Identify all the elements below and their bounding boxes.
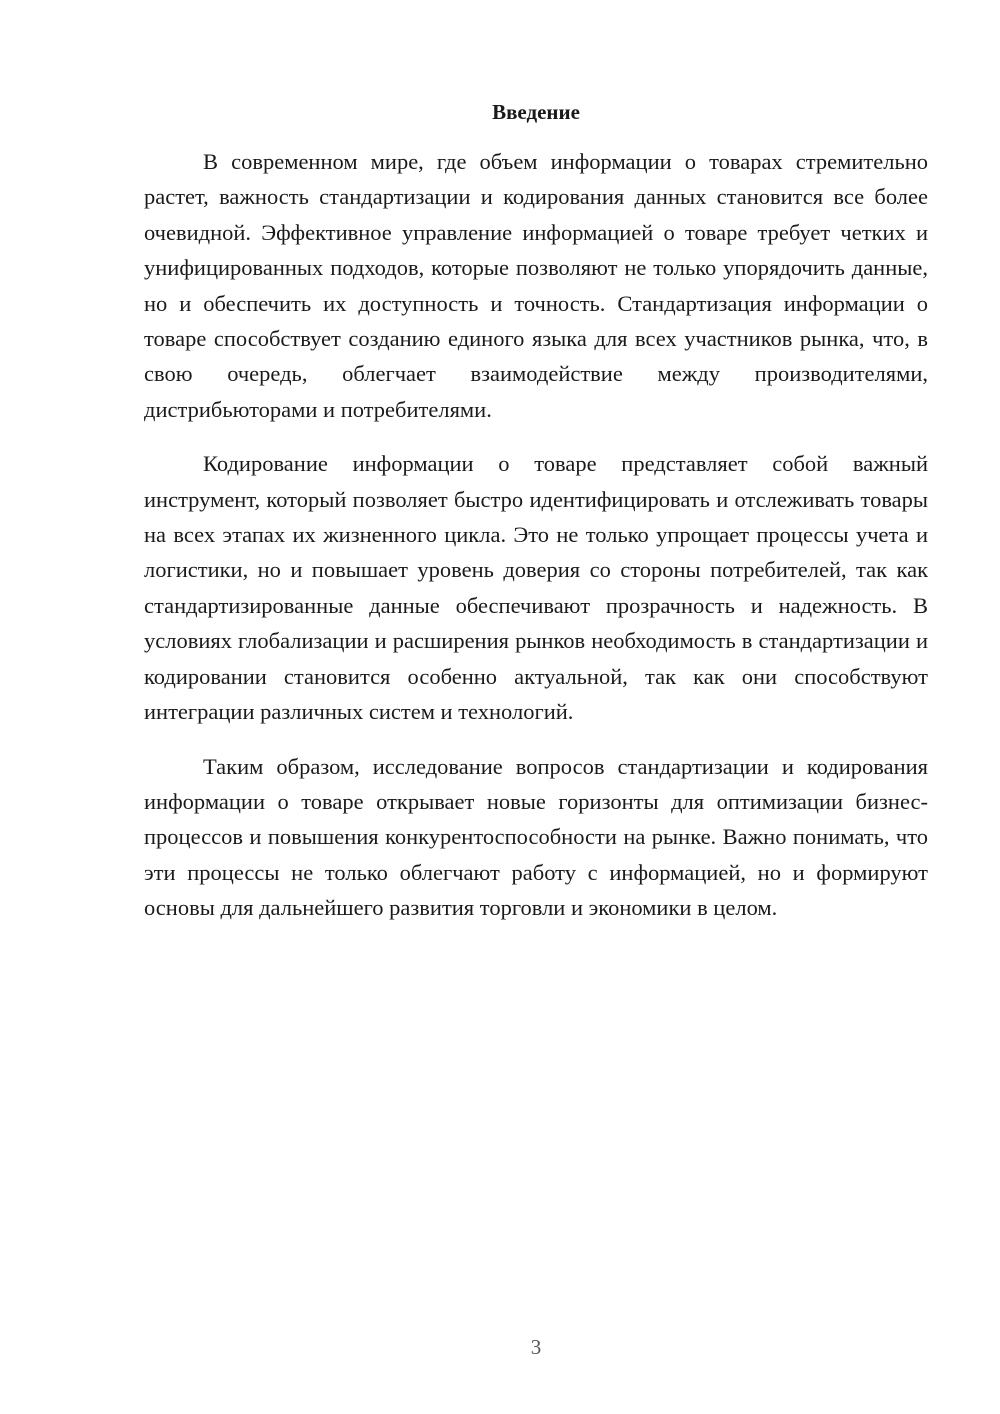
paragraph-2: Кодирование информации о товаре представляет собой важный инструмент, который позволяет быстро идентифицировать и отслеживать товары на всех этапах их жизненного цикла. Это не только упрощает процессы учета и логистики, но и повышает уровень доверия со стороны потребителей, так как стандартизированные данные обеспечивают прозрачность и надежность. В условиях глобализации и расширения рынков необходимость в стандартизации и кодировании становится особенно актуальной, так как они способствуют интеграции различных систем и технологий. bbox=[144, 451, 928, 725]
document-body bbox=[144, 144, 928, 945]
page-number: 3 bbox=[530, 1335, 542, 1359]
paragraph-1: В современном мире, где объем информации о товарах стремительно растет, важность стандартизации и кодирования данных становится все более очевидной. Эффективное управление информацией о товаре требует четких и унифицированных подходов, которые позволяют не только упорядочить данные, но и обеспечить их доступность и точность. Стандартизация информации о товаре способствует созданию единого языка для всех участников рынка, что, в свою очередь, облегчает взаимодействие между производителями, дистрибьюторами и потребителями. bbox=[144, 149, 928, 422]
section-title: Введение bbox=[492, 100, 580, 124]
paragraph-3: Таким образом, исследование вопросов стандартизации и кодирования информации о товаре открывает новые горизонты для оптимизации бизнес-процессов и повышения конкурентоспособности на рынке. Важно понимать, что эти процессы не только облегчают работу с информацией, но и формируют основы для дальнейшего развития торговли и экономики в целом. bbox=[144, 753, 928, 921]
